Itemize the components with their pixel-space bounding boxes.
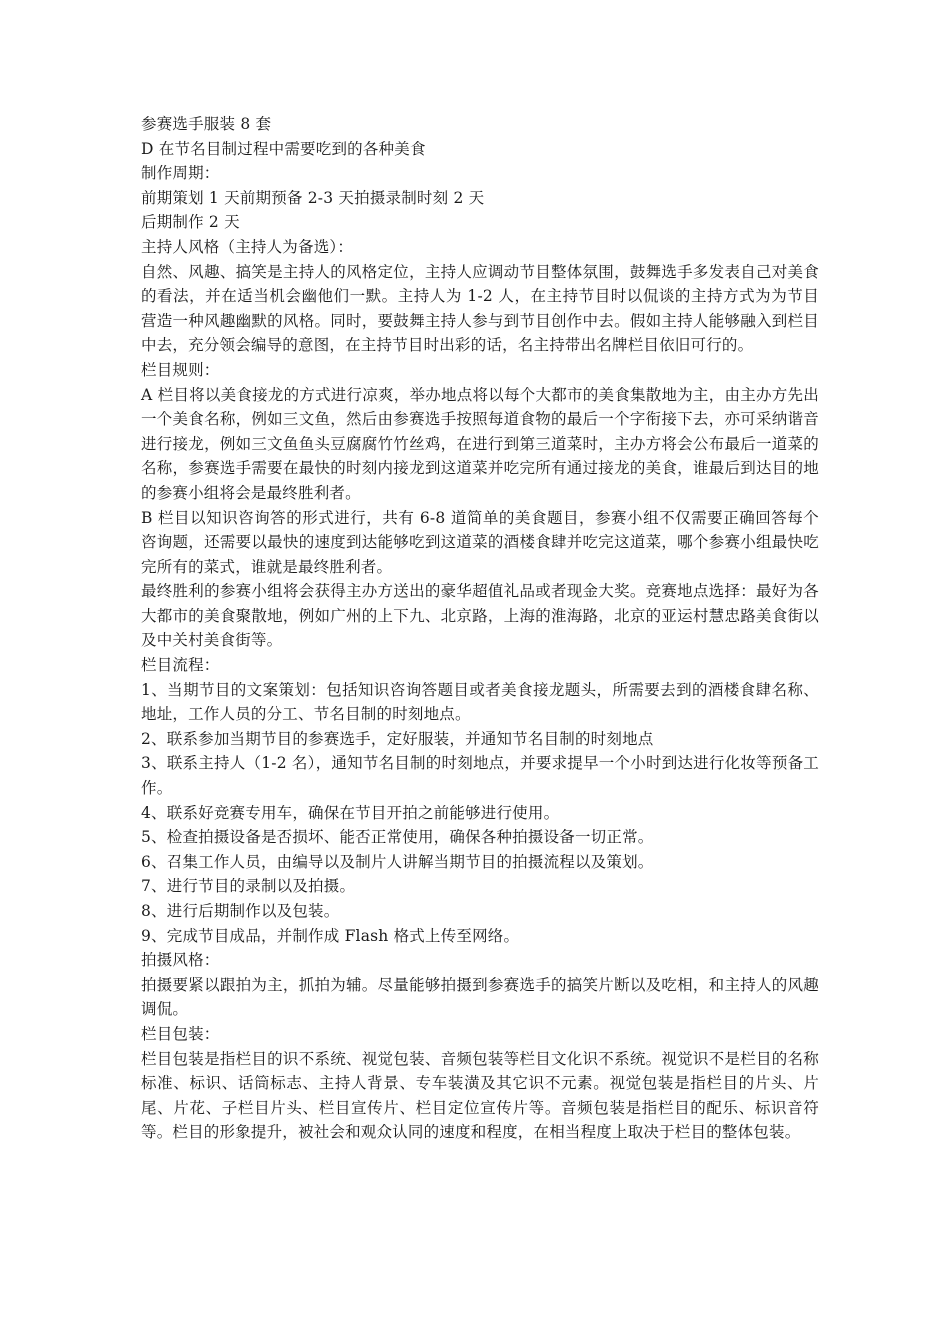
list-item: 2、联系参加当期节目的参赛选手，定好服装，并通知节名目制的时刻地点: [141, 729, 654, 748]
list-item: 9、完成节目成品，并制作成 Flash 格式上传至网络。: [141, 926, 520, 945]
text-line: D 在节名目制过程中需要吃到的各种美食: [141, 139, 426, 158]
document-page: [141, 112, 819, 1145]
list-item: 4、联系好竞赛专用车，确保在节目开拍之前能够进行使用。: [141, 803, 560, 822]
text-line: 后期制作 2 天: [141, 213, 240, 232]
section-heading: 栏目流程：: [141, 656, 220, 675]
list-item: 7、进行节目的录制以及拍摄。: [141, 877, 356, 896]
text-line: 参赛选手服装 8 套: [141, 115, 272, 133]
section-heading: 拍摄风格：: [141, 951, 220, 970]
paragraph: B 栏目以知识咨询答的形式进行，共有 6-8 道简单的美食题目，参赛小组不仅需要正确回答每个咨询题，还需要以最快的速度到达能够吃到这道菜的酒楼食肆并吃完这道菜，哪个参赛小组最快吃完所有的菜式，谁就是最终胜利者。: [141, 508, 819, 576]
paragraph: A 栏目将以美食接龙的方式进行凉爽，举办地点将以每个大都市的美食集散地为主，由主办方先出一个美食名称，例如三文鱼，然后由参赛选手按照每道食物的最后一个字衔接下去，亦可采纳谐音进行接龙，例如三文鱼鱼头豆腐腐竹竹丝鸡，在进行到第三道菜时，主办方将会公布最后一道菜的名称，参赛选手需要在最快的时刻内接龙到这道菜并吃完所有通过接龙的美食，谁最后到达目的地的参赛小组将会是最终胜利者。: [141, 385, 819, 502]
section-heading: 栏目规则：: [141, 360, 220, 379]
list-item: 3、联系主持人（1-2 名），通知节名目制的时刻地点，并要求提早一个小时到达进行化妆等预备工作。: [141, 754, 819, 798]
section-heading: 制作周期：: [141, 164, 220, 183]
section-heading: 栏目包装：: [141, 1024, 220, 1043]
paragraph: 拍摄要紧以跟拍为主，抓拍为辅。尽量能够拍摄到参赛选手的搞笑片断以及吃相，和主持人的风趣调侃。: [141, 975, 819, 1019]
paragraph: 栏目包装是指栏目的识不系统、视觉包装、音频包装等栏目文化识不系统。视觉识不是栏目的名称标准、标识、话筒标志、主持人背景、专车装潢及其它识不元素。视觉包装是指栏目的片头、片尾、片花、子栏目片头、栏目宣传片、栏目定位宣传片等。音频包装是指栏目的配乐、标识音符等。栏目的形象提升，被社会和观众认同的速度和程度，在相当程度上取决于栏目的整体包装。: [141, 1049, 819, 1142]
list-item: 5、检查拍摄设备是否损坏、能否正常使用，确保各种拍摄设备一切正常。: [141, 828, 654, 847]
section-heading: 主持人风格（主持人为备选）：: [141, 237, 354, 256]
paragraph: 自然、风趣、搞笑是主持人的风格定位，主持人应调动节目整体氛围，鼓舞选手多发表自己对美食的看法，并在适当机会幽他们一默。主持人为 1-2 人，在主持节目时以侃谈的主持方式为为节目营造一种风趣幽默的风格。同时，要鼓舞主持人参与到节目创作中去。假如主持人能够融入到栏目中去，充分领会编导的意图，在主持节目时出彩的话，名主持带出名牌栏目依旧可行的。: [141, 262, 819, 355]
paragraph: 最终胜利的参赛小组将会获得主办方送出的豪华超值礼品或者现金大奖。竞赛地点选择：最好为各大都市的美食聚散地，例如广州的上下九、北京路，上海的淮海路，北京的亚运村慧忠路美食街以及中关村美食街等。: [141, 582, 819, 650]
list-item: 8、进行后期制作以及包装。: [141, 902, 340, 920]
list-item: 6、召集工作人员，由编导以及制片人讲解当期节目的拍摄流程以及策划。: [141, 852, 654, 871]
list-item: 1、当期节目的文案策划：包括知识咨询答题目或者美食接龙题头，所需要去到的酒楼食肆名称、地址，工作人员的分工、节名目制的时刻地点。: [141, 680, 819, 724]
text-line: 前期策划 1 天前期预备 2-3 天拍摄录制时刻 2 天: [141, 188, 485, 207]
